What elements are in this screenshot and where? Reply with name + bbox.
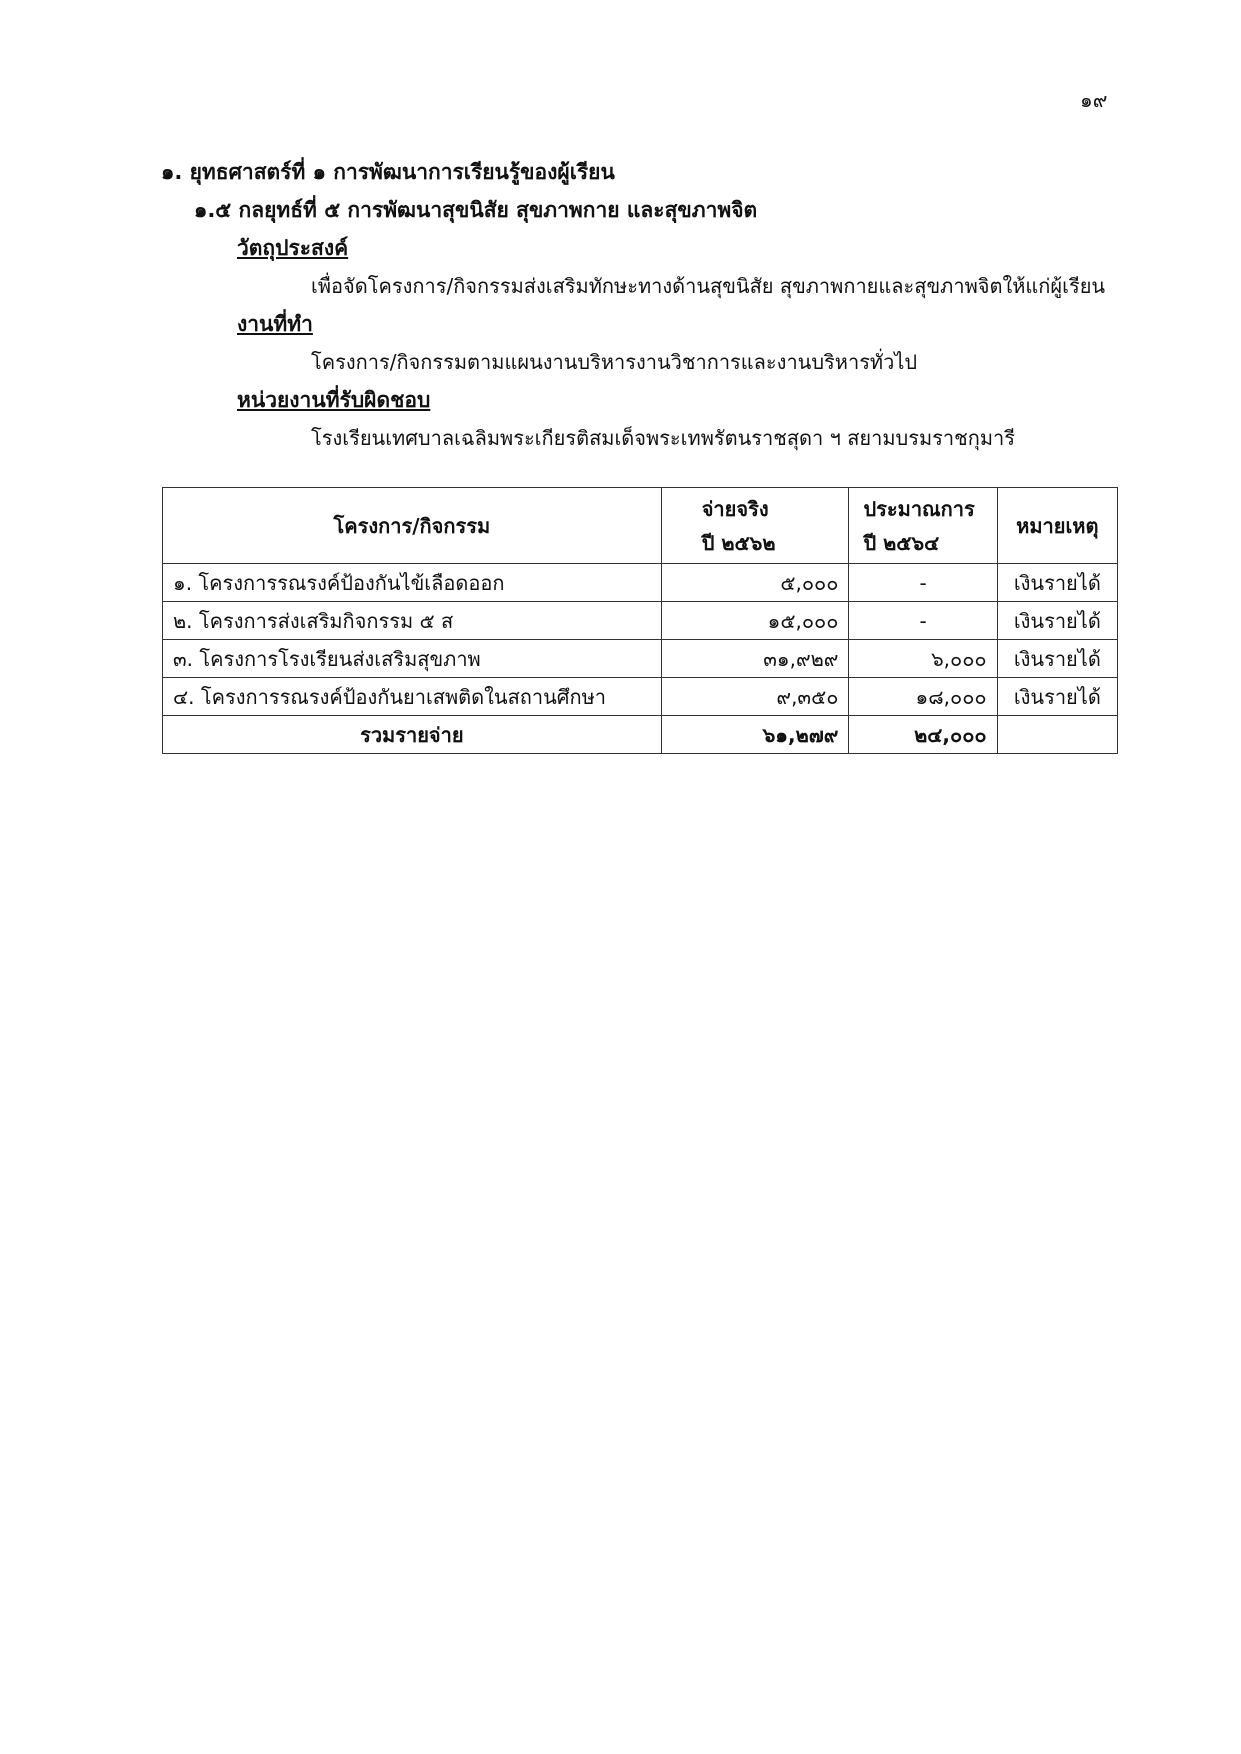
header-budget-line2: ปี ๒๕๖๔ — [863, 530, 940, 555]
row-note: เงินรายได้ — [997, 564, 1117, 602]
table-row — [163, 564, 1118, 602]
total-budget: ๒๔,๐๐๐ — [849, 716, 997, 754]
row-actual: ๕,๐๐๐ — [661, 564, 849, 602]
header-activity: โครงการ/กิจกรรม — [163, 488, 662, 564]
page-number: ๑๙ — [1080, 88, 1108, 112]
total-label: รวมรายจ่าย — [163, 716, 662, 754]
table-row — [163, 678, 1118, 716]
objective-text: เพื่อจัดโครงการ/กิจกรรมส่งเสริมทักษะทางด้านสุขนิสัย สุขภาพกายและสุขภาพจิตให้แก่ผู้เรียน — [311, 274, 1106, 298]
table-header-row — [163, 488, 1118, 564]
table-total-row — [163, 716, 1118, 754]
row-budget: ๑๘,๐๐๐ — [849, 678, 997, 716]
total-actual: ๖๑,๒๗๙ — [661, 716, 849, 754]
total-note — [997, 716, 1117, 754]
row-activity: ๔. โครงการรณรงค์ป้องกันยาเสพติดในสถานศึกษา — [163, 678, 662, 716]
strategy-heading: ๑. ยุทธศาสตร์ที่ ๑ การพัฒนาการเรียนรู้ของผู้เรียน — [161, 160, 615, 184]
header-actual — [661, 488, 849, 564]
work-label: งานที่ทำ — [237, 312, 313, 336]
row-note: เงินรายได้ — [997, 678, 1117, 716]
row-note: เงินรายได้ — [997, 640, 1117, 678]
table-row — [163, 640, 1118, 678]
row-note: เงินรายได้ — [997, 602, 1117, 640]
header-budget — [849, 488, 997, 564]
row-actual: ๑๕,๐๐๐ — [661, 602, 849, 640]
row-activity: ๑. โครงการรณรงค์ป้องกันไข้เลือดออก — [163, 564, 662, 602]
header-note: หมายเหตุ — [997, 488, 1117, 564]
responsible-unit-text: โรงเรียนเทศบาลเฉลิมพระเกียรติสมเด็จพระเทพรัตนราชสุดา ฯ สยามบรมราชกุมารี — [311, 426, 1015, 450]
budget-table — [162, 487, 1118, 754]
tactic-heading: ๑.๕ กลยุทธ์ที่ ๕ การพัฒนาสุขนิสัย สุขภาพกาย และสุขภาพจิต — [194, 198, 758, 222]
row-activity: ๓. โครงการโรงเรียนส่งเสริมสุขภาพ — [163, 640, 662, 678]
row-activity: ๒. โครงการส่งเสริมกิจกรรม ๕ ส — [163, 602, 662, 640]
responsible-unit-label: หน่วยงานที่รับผิดชอบ — [237, 388, 431, 412]
objective-label: วัตถุประสงค์ — [237, 236, 349, 260]
header-actual-line2: ปี ๒๕๖๒ — [701, 530, 776, 555]
row-actual: ๓๑,๙๒๙ — [661, 640, 849, 678]
work-text: โครงการ/กิจกรรมตามแผนงานบริหารงานวิชาการและงานบริหารทั่วไป — [311, 350, 918, 374]
table-row — [163, 602, 1118, 640]
row-budget: - — [849, 602, 997, 640]
row-budget: - — [849, 564, 997, 602]
row-actual: ๙,๓๕๐ — [661, 678, 849, 716]
header-budget-line1: ประมาณการ — [863, 496, 975, 521]
row-budget: ๖,๐๐๐ — [849, 640, 997, 678]
header-actual-line1: จ่ายจริง — [701, 496, 769, 521]
